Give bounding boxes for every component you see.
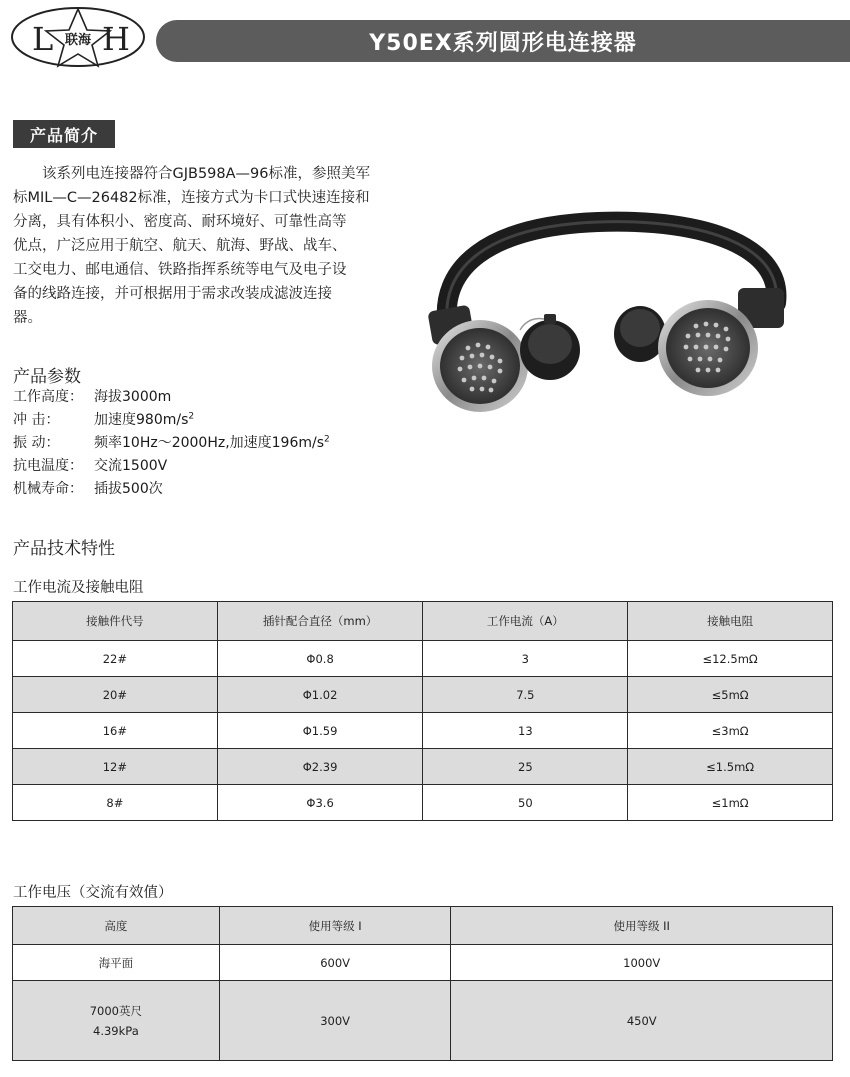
param-value: 加速度$980m/s^2$	[94, 411, 195, 428]
param-row	[13, 386, 330, 409]
param-key: 冲 击：	[13, 412, 60, 428]
param-row	[13, 478, 330, 501]
current-table-caption: 工作电流及接触电阻	[13, 580, 144, 596]
table-row	[13, 713, 833, 749]
table-cell: 1000V	[451, 945, 833, 981]
table-cell: 8#	[13, 785, 218, 821]
table-cell: Φ2.39	[217, 749, 423, 785]
altitude-line: 7000英尺	[89, 1003, 143, 1018]
table-cell: 海平面	[13, 945, 220, 981]
table-cell: 13	[423, 713, 628, 749]
table-row	[13, 785, 833, 821]
table-cell: ≤12.5mΩ	[628, 641, 833, 677]
intro-paragraph	[13, 162, 385, 330]
table-header-cell: 高度	[13, 907, 220, 945]
current-resistance-table	[12, 601, 833, 821]
table-cell: 25	[423, 749, 628, 785]
table-cell: 3	[423, 641, 628, 677]
table-cell: 22#	[13, 641, 218, 677]
table-row	[13, 749, 833, 785]
table-header-row	[13, 907, 833, 945]
table-cell: 16#	[13, 713, 218, 749]
table-cell: 7.5	[423, 677, 628, 713]
table-row	[13, 981, 833, 1061]
table-cell: ≤1.5mΩ	[628, 749, 833, 785]
company-logo	[10, 6, 146, 68]
table-row	[13, 677, 833, 713]
param-key: 机械寿命：	[13, 481, 83, 497]
table-header-cell: 使用等级 II	[451, 907, 833, 945]
voltage-table	[12, 906, 833, 1061]
table-cell: Φ1.02	[217, 677, 423, 713]
intro-line: 备的线路连接，并可根据用于需求改装成滤波连接	[13, 286, 332, 302]
param-key: 振 动：	[13, 435, 60, 451]
table-row	[13, 945, 833, 981]
table-header-cell: 工作电流（A）	[423, 602, 628, 641]
altitude-line: 4.39kPa	[93, 1023, 139, 1038]
table-cell: 20#	[13, 677, 218, 713]
param-row	[13, 455, 330, 478]
params-list	[13, 386, 330, 501]
params-heading: 产品参数	[13, 367, 81, 387]
logo-emblem	[10, 6, 146, 68]
table-header-cell: 接触件代号	[13, 602, 218, 641]
table-cell: ≤5mΩ	[628, 677, 833, 713]
page-title: Y50EX系列圆形电连接器	[156, 20, 850, 62]
param-superscript: 2	[324, 434, 330, 445]
param-superscript: 2	[188, 411, 195, 422]
intro-line: 该系列电连接器符合GJB598A—96标准，参照美军	[42, 166, 371, 182]
table-cell: Φ1.59	[217, 713, 423, 749]
param-row	[13, 409, 330, 432]
table-cell: ≤3mΩ	[628, 713, 833, 749]
table-cell: ≤1mΩ	[628, 785, 833, 821]
table-header-cell: 使用等级 I	[219, 907, 451, 945]
intro-section-tag: 产品简介	[13, 120, 115, 148]
param-value: 插拔500次	[94, 481, 163, 497]
logo-letter-l: L	[32, 20, 54, 58]
table-header-cell: 接触电阻	[628, 602, 833, 641]
table-cell: 12#	[13, 749, 218, 785]
param-value: 交流1500V	[94, 458, 168, 474]
param-key: 抗电温度：	[13, 458, 83, 474]
voltage-table-caption: 工作电压（交流有效值）	[13, 885, 173, 901]
tech-heading: 产品技术特性	[13, 539, 115, 559]
intro-line: 器。	[13, 310, 42, 326]
intro-line: 分离，具有体积小、密度高、耐环境好、可靠性高等	[13, 214, 347, 230]
connector-cable-photo	[408, 208, 808, 426]
logo-letter-h: H	[102, 20, 130, 58]
intro-line: 工交电力、邮电通信、铁路指挥系统等电气及电子设	[13, 262, 347, 278]
intro-line: 标MIL—C—26482标准，连接方式为卡口式快速连接和	[13, 190, 370, 206]
param-value: 频率10Hz～2000Hz,加速度$196m/s^2$	[94, 434, 330, 451]
table-header-row	[13, 602, 833, 641]
table-cell: 450V	[451, 981, 833, 1061]
table-row	[13, 641, 833, 677]
table-cell: 300V	[219, 981, 451, 1061]
table-cell: Φ0.8	[217, 641, 423, 677]
intro-line: 优点，广泛应用于航空、航天、航海、野战、战车、	[13, 238, 347, 254]
logo-center-text: 联海	[64, 33, 92, 48]
param-row	[13, 432, 330, 455]
table-cell: Φ3.6	[217, 785, 423, 821]
table-header-cell: 插针配合直径（mm）	[217, 602, 423, 641]
table-cell: 600V	[219, 945, 451, 981]
param-key: 工作高度：	[13, 389, 83, 405]
table-cell: 50	[423, 785, 628, 821]
param-value: 海拔3000m	[94, 389, 172, 405]
table-cell	[13, 981, 220, 1061]
